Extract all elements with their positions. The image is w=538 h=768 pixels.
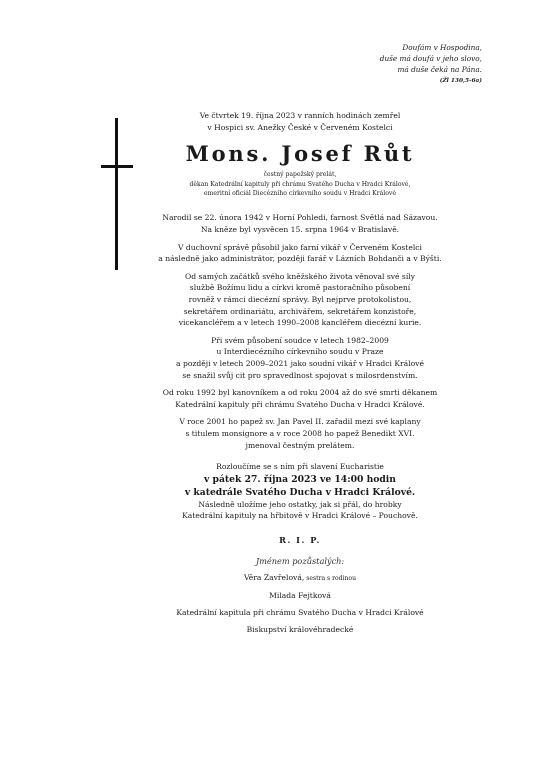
bio-paragraph — [100, 271, 500, 329]
funeral-place: v katedrále Svatého Ducha v Hradci Králové. — [184, 486, 416, 498]
bio-line: Od roku 1992 byl kanovníkem a od roku 2004 až do své smrti děkanem — [162, 388, 438, 398]
bio-paragraph — [100, 242, 500, 265]
mourner-row: Katedrální kapitula při chrámu Svatého Ducha v Hradci Králové — [176, 608, 424, 618]
bio-line: Na kněze byl vysvěcen 15. srpna 1964 v Bratislavě. — [200, 225, 400, 234]
funeral-line: Následně uložíme jeho ostatky, jak si přál, do hrobky — [198, 499, 402, 509]
bio-line: Katedrální kapituly při chrámu Svatého Ducha v Hradci Králové. — [175, 399, 425, 409]
bio-line: a později v letech 2009–2021 jako soudní vikář v Hradci Králové — [176, 358, 424, 368]
title-line: emeritní oficiál Diecézního církevního soudu v Hradci Králové — [204, 190, 396, 197]
funeral-line: Rozloučíme se s ním při slavení Eucharistie — [216, 462, 384, 472]
bio-line: Narodil se 22. února 1942 v Horní Pohledi, farnost Světlá nad Sázavou. — [162, 213, 438, 223]
mourner-row — [100, 572, 500, 585]
psalm-quote — [282, 42, 482, 87]
bio-line: V roce 2001 ho papež sv. Jan Pavel II. zařadil mezi své kaplany — [179, 417, 421, 427]
death-announcement — [100, 110, 500, 133]
quote-line: má duše čeká na Pána. — [397, 65, 482, 75]
quote-line: duše má doufá v jeho slovo, — [379, 54, 482, 64]
bio-line: jmenoval čestným prelátem. — [245, 440, 355, 450]
bio-line: a následně jako administrátor, později farář v Lázních Bohdanči a v Býšti. — [158, 254, 442, 264]
bio-line: vicekancléřem a v letech 1990–2008 kancléřem diecézní kurie. — [178, 318, 422, 328]
obituary-body — [100, 110, 500, 637]
mourners-heading: Jménem pozůstalých: — [255, 555, 345, 566]
mourners-list — [100, 572, 500, 637]
deceased-name: Mons. Josef Růt — [185, 141, 415, 167]
bio-paragraph — [100, 416, 500, 451]
mourner-note: sestra s rodinou — [304, 574, 357, 582]
bio-line: V duchovní správě působil jako farní vikář v Červeném Kostelci — [178, 242, 422, 252]
bio-paragraph — [100, 335, 500, 381]
bio-line: Od samých začátků svého kněžského života věnoval své síly — [185, 271, 415, 281]
bio-line: službě Božímu lidu a církvi kromě pastoračního působení — [189, 283, 411, 293]
bio-line: u Interdiecézního církevního soudu v Praze — [216, 347, 384, 357]
bio-line: Při svém působení soudce v letech 1982–2009 — [211, 335, 389, 345]
biography — [100, 212, 500, 451]
bio-line: sekretářem ordinariátu, archivářem, sekretářem konzistoře, — [183, 306, 417, 316]
mourner-row: Biskupství královéhradecké — [246, 625, 354, 635]
bio-line: s titulem monsignore a v roce 2008 ho papež Benedikt XVI. — [185, 428, 415, 438]
title-line: děkan Katedrální kapituly při chrámu Svatého Ducha v Hradci Králové, — [189, 180, 411, 188]
bio-paragraph — [100, 212, 500, 235]
intro-line: Ve čtvrtek 19. října 2023 v ranních hodinách zemřel — [199, 111, 401, 120]
bio-line: se snažil svůj cit pro spravedlnost spojovat s milosrdenstvím. — [182, 370, 418, 380]
bio-line: rovněž v rámci diecézní správy. Byl nejprve protokolistou, — [188, 294, 412, 304]
rip-text: R. I. P. — [279, 534, 321, 545]
quote-reference: (Žl 130,5-6a) — [439, 77, 482, 84]
mourner-name: Věra Zavřelová, — [243, 572, 305, 582]
deceased-titles — [100, 170, 500, 198]
funeral-date: v pátek 27. října 2023 ve 14:00 hodin — [204, 473, 396, 485]
quote-line: Doufám v Hospodina, — [402, 43, 482, 52]
bio-paragraph — [100, 387, 500, 410]
mourner-row: Milada Fejtková — [269, 591, 331, 601]
funeral-info — [100, 461, 500, 522]
title-line: čestný papežský prelát, — [263, 171, 337, 179]
intro-line: v Hospici sv. Anežky České v Červeném Kostelci — [207, 122, 393, 132]
funeral-line: Katedrální kapituly na hřbitově v Hradci Králové – Pouchově. — [182, 511, 418, 521]
